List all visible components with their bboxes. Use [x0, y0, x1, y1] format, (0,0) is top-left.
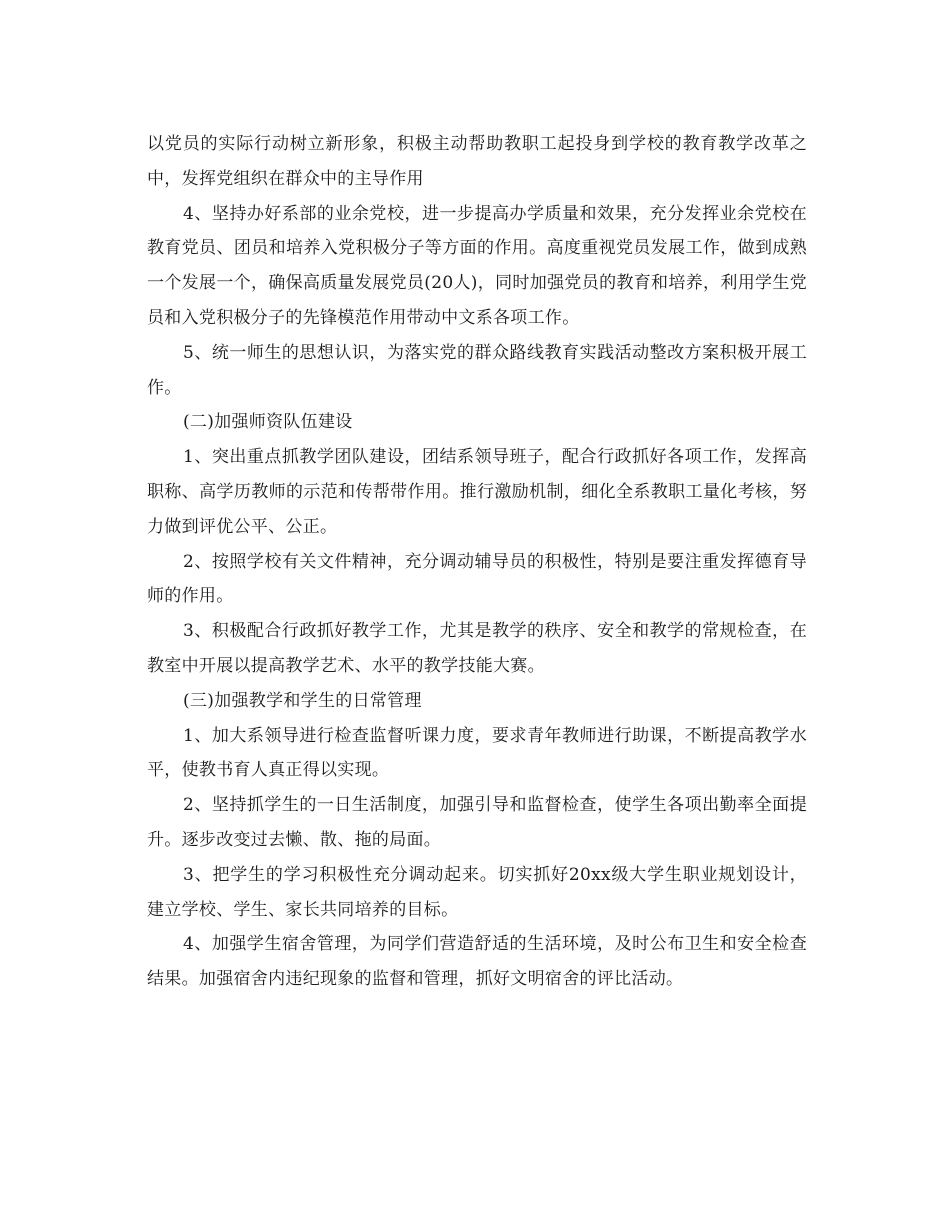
paragraph-item-4-party-school: 4、坚持办好系部的业余党校，进一步提高办学质量和效果，充分发挥业余党校在教育党员、团员和培养入党积极分子等方面的作用。高度重视党员发展工作，做到成熟一个发展一个，确保高质量发展党员(20人)，同时加强党员的教育和培养，利用学生党员和入党积极分子的先锋模范作用带动中文系各项工作。	[147, 203, 807, 328]
section-heading-management: (三)加强教学和学生的日常管理	[183, 690, 422, 711]
section-heading-faculty: (二)加强师资队伍建设	[183, 412, 353, 433]
paragraph-faculty-item-1: 1、突出重点抓教学团队建设，团结系领导班子，配合行政抓好各项工作，发挥高职称、高学历教师的示范和传帮带作用。推行激励机制，细化全系教职工量化考核，努力做到评优公平、公正。	[147, 447, 807, 537]
paragraph-faculty-item-3: 3、积极配合行政抓好教学工作，尤其是教学的秩序、安全和教学的常规检查，在教室中开展以提高教学艺术、水平的教学技能大赛。	[147, 621, 807, 676]
paragraph-management-item-4: 4、加强学生宿舍管理，为同学们营造舒适的生活环境，及时公布卫生和安全检查结果。加强宿舍内违纪现象的监督和管理，抓好文明宿舍的评比活动。	[147, 934, 807, 990]
paragraph-faculty-item-2: 2、按照学校有关文件精神，充分调动辅导员的积极性，特别是要注重发挥德育导师的作用。	[147, 551, 807, 607]
paragraph-continuation: 以党员的实际行动树立新形象，积极主动帮助教职工起投身到学校的教育教学改革之中，发挥党组织在群众中的主导作用	[147, 134, 807, 189]
paragraph-management-item-1: 1、加大系领导进行检查监督听课力度，要求青年教师进行助课，不断提高教学水平，使教书育人真正得以实现。	[147, 725, 807, 781]
paragraph-management-item-2: 2、坚持抓学生的一日生活制度，加强引导和监督检查，使学生各项出勤率全面提升。逐步改变过去懒、散、拖的局面。	[147, 795, 807, 850]
paragraph-item-5-unify-thinking: 5、统一师生的思想认识，为落实党的群众路线教育实践活动整改方案积极开展工作。	[147, 342, 807, 398]
document-body	[147, 127, 807, 997]
paragraph-management-item-3: 3、把学生的学习积极性充分调动起来。切实抓好20xx级大学生职业规划设计，建立学校、学生、家长共同培养的目标。	[147, 864, 807, 920]
